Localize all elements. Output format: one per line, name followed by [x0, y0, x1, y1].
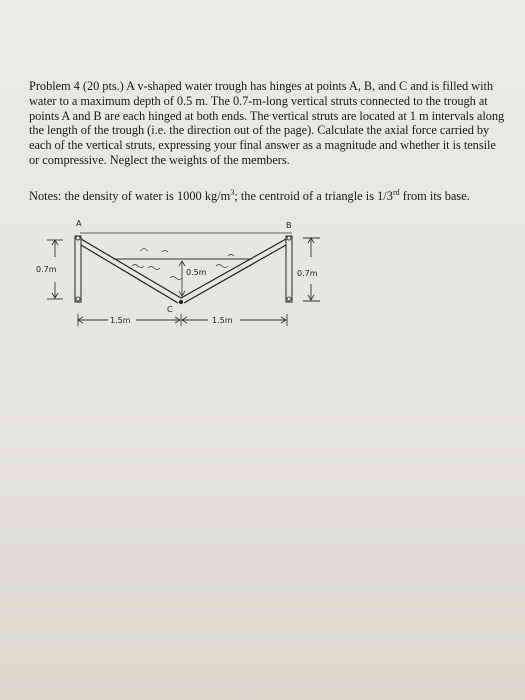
hinge-a-top	[76, 236, 80, 240]
water-wave-6	[228, 255, 234, 257]
water-wave-4	[216, 265, 228, 268]
trough-left-wall-outer	[81, 245, 178, 303]
notes-line	[29, 189, 509, 204]
label-c: C	[167, 305, 173, 314]
left-span-label: 1.5m	[110, 316, 131, 325]
notes-prefix: Notes: the density of water is 1000 kg/m	[29, 189, 231, 203]
hinge-b-top	[287, 236, 291, 240]
density-exponent: 3	[230, 187, 235, 197]
left-height-label: 0.7m	[36, 265, 57, 274]
ordinal-suffix: rd	[392, 187, 400, 197]
problem-body: A v-shaped water trough has hinges at points A, B, and C and is filled with water to a maximum depth of 0.5 m. The 0.7-m-long vertical struts connected to the trough at points A and B are each hinged at both ends. The vertical struts are located at 1 m intervals along the length of the trough (i.e. the direction out of the page). Calculate the axial force carried by each of the vertical struts, expressing your final answer as a magnitude and whether it is tensile or compressive. Neglect the weights of the members.	[29, 79, 505, 167]
depth-label: 0.5m	[186, 268, 207, 277]
problem-statement	[29, 79, 509, 168]
trough-left-wall-inner	[81, 239, 181, 298]
right-strut	[286, 236, 292, 302]
notes-suffix: from its base.	[399, 189, 470, 203]
water-wave-2	[148, 267, 160, 270]
surface-marker	[140, 248, 148, 251]
label-a: A	[76, 219, 82, 228]
hinge-a-bottom	[76, 297, 80, 301]
problem-heading: Problem 4 (20 pts.)	[29, 79, 124, 93]
right-span-label: 1.5m	[212, 316, 233, 325]
right-height-label: 0.7m	[297, 269, 318, 278]
left-strut	[75, 236, 81, 302]
water-wave-5	[162, 251, 168, 253]
water-wave-1	[132, 265, 144, 268]
water-wave-3	[170, 277, 182, 280]
notes-middle: ; the centroid of a triangle is 1/3	[234, 189, 393, 203]
trough-diagram	[20, 212, 340, 342]
hinge-c	[179, 300, 183, 304]
label-b: B	[286, 221, 292, 230]
hinge-b-bottom	[287, 297, 291, 301]
